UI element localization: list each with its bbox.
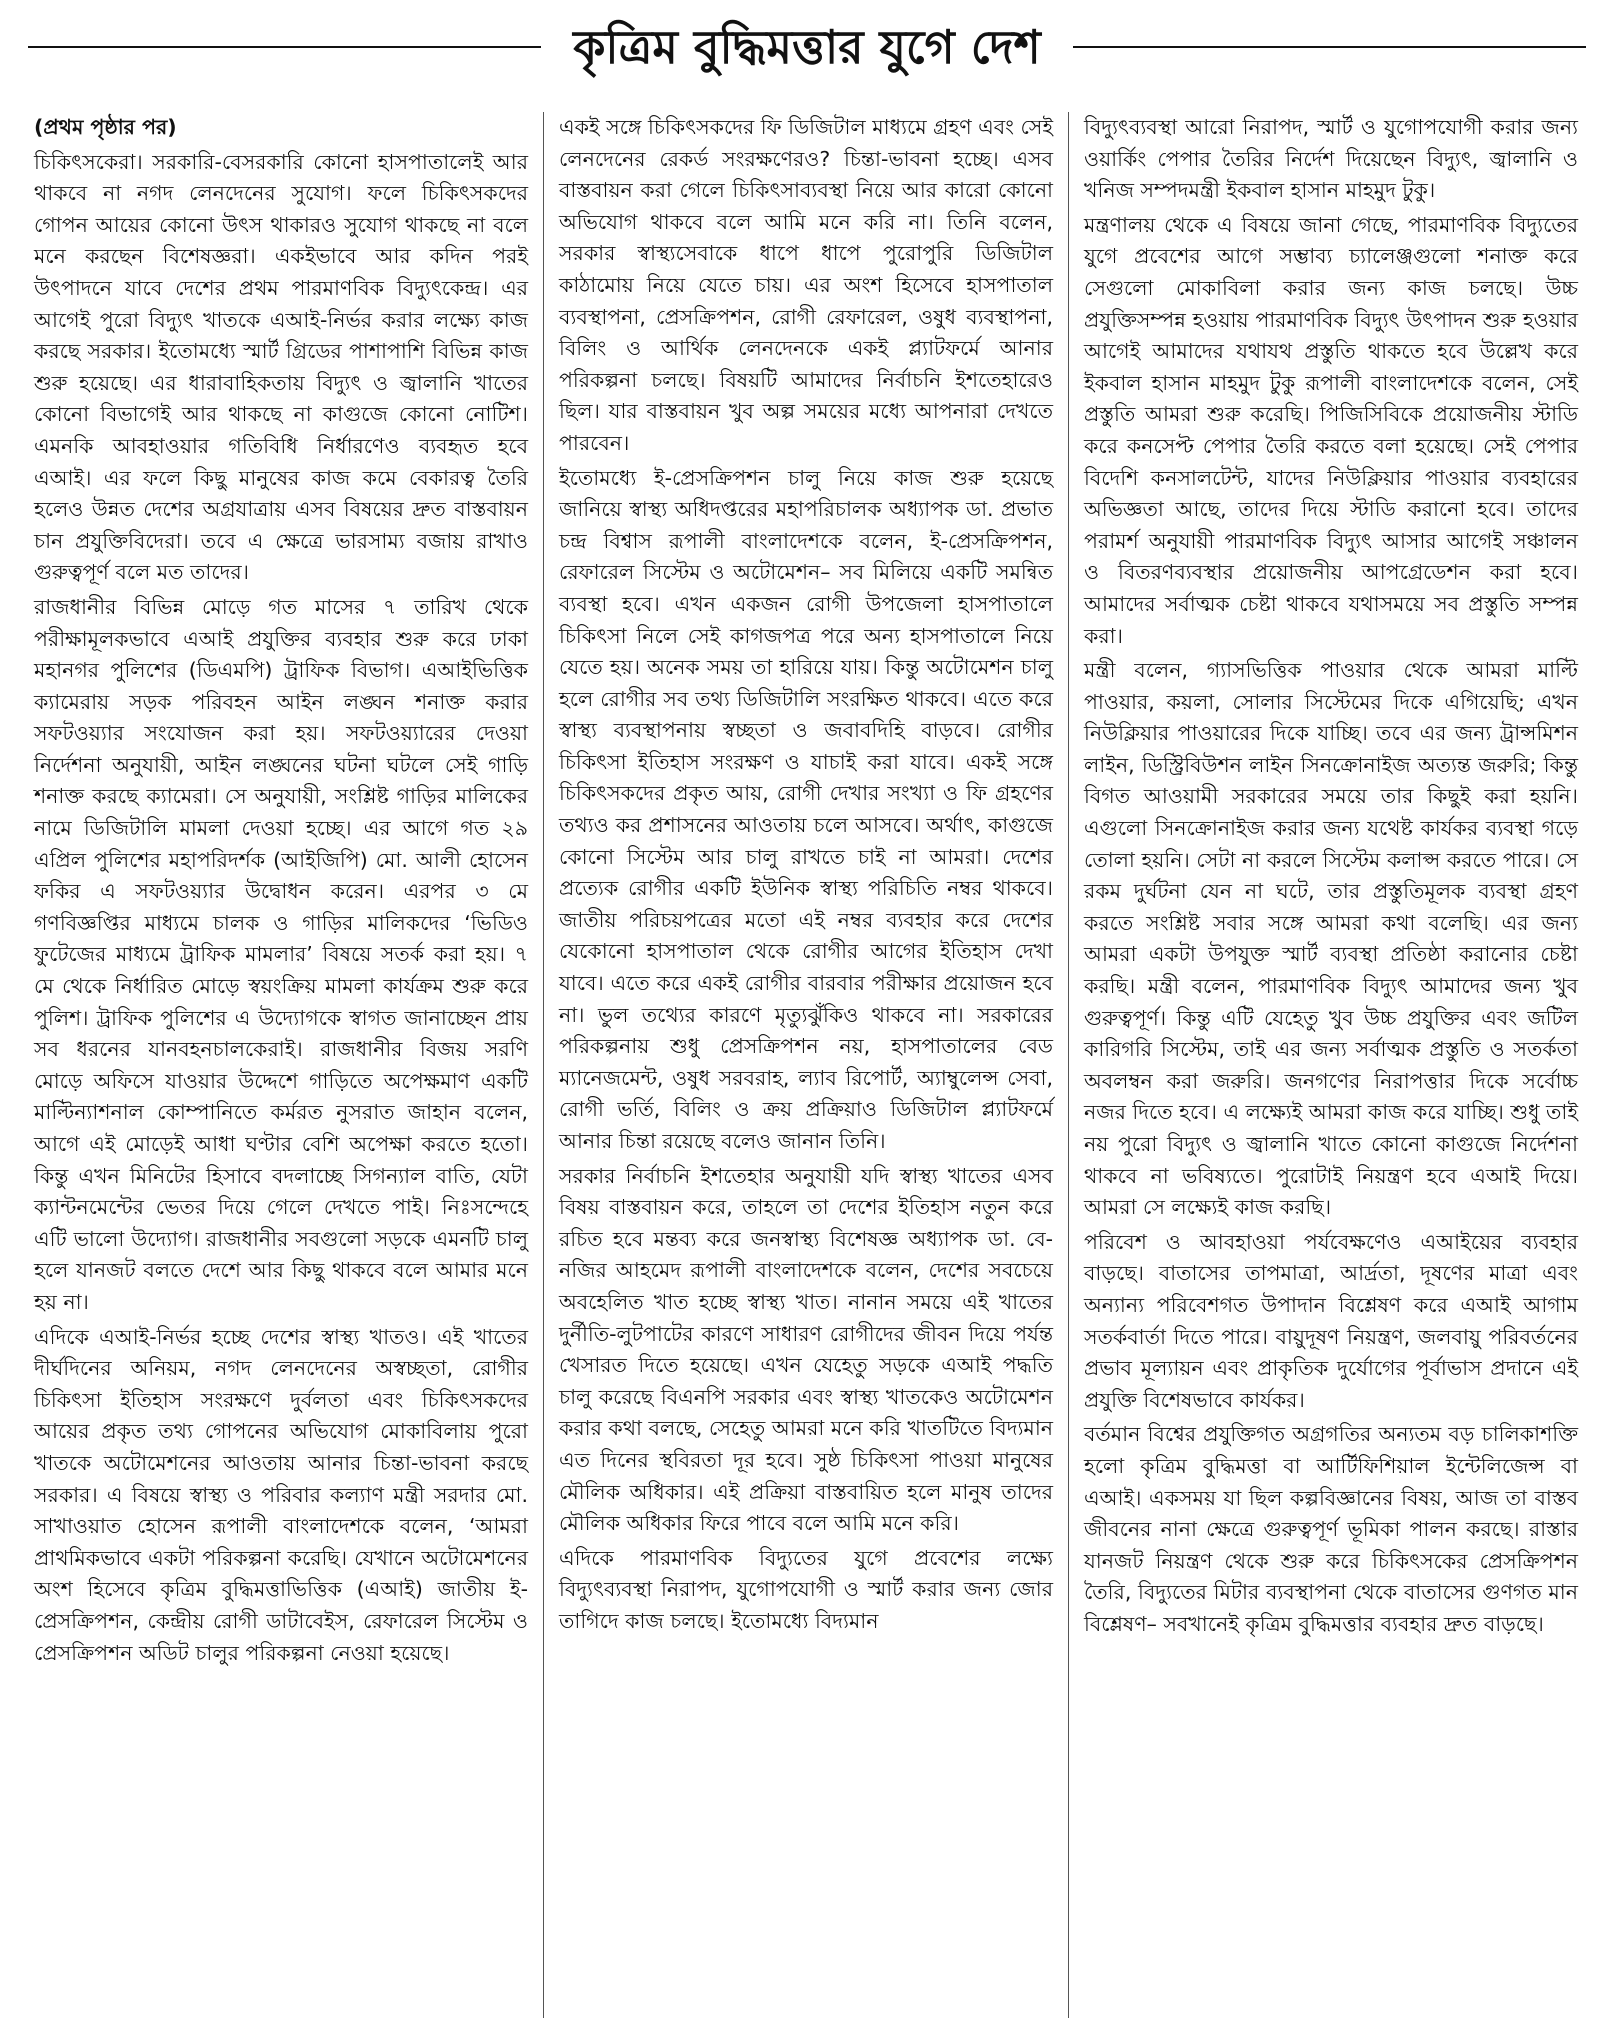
column-divider xyxy=(1068,112,1069,2018)
article-paragraph: একই সঙ্গে চিকিৎসকদের ফি ডিজিটাল মাধ্যমে গ্রহণ এবং সেই লেনদেনের রেকর্ড সংরক্ষণেরও? চিন্তা-ভাবনা হচ্ছে। এসব বাস্তবায়ন করা গেলে চিকিৎসাব্যবস্থা নিয়ে আর কারো কোনো অভিযোগ থাকবে বলে আমি মনে করি না। তিনি বলেন, সরকার স্বাস্থ্যসেবাকে ধাপে ধাপে পুরোপুরি ডিজিটাল কাঠামোয় নিয়ে যেতে চায়। এর অংশ হিসেবে হাসপাতাল ব্যবস্থাপনা, প্রেসক্রিপশন, রোগী রেফারেল, ওষুধ ব্যবস্থাপনা, বিলিং ও আর্থিক লেনদেনকে একই প্ল্যাটফর্মে আনার পরিকল্পনা চলছে। বিষয়টি আমাদের নির্বাচনি ইশতেহারেও ছিল। যার বাস্তবায়ন খুব অল্প সময়ের মধ্যে আপনারা দেখতে পারবেন। xyxy=(559,115,1054,455)
article-column-2 xyxy=(551,112,1061,2018)
article-column-3 xyxy=(1076,112,1586,2018)
article-paragraph: এদিকে পারমাণবিক বিদ্যুতের যুগে প্রবেশের লক্ষ্যে বিদ্যুৎব্যবস্থা নিরাপদ, যুগোপযোগী ও স্মার্ট করার জন্য জোর তাগিদে কাজ চলছে। ইতোমধ্যে বিদ্যমান xyxy=(559,1545,1053,1633)
article-paragraph: পরিবেশ ও আবহাওয়া পর্যবেক্ষণেও এআইয়ের ব্যবহার বাড়ছে। বাতাসের তাপমাত্রা, আর্দ্রতা, দূষণের মাত্রা এবং অন্যান্য পরিবেশগত উপাদান বিশ্লেষণ করে এআই আগাম সতর্কবার্তা দিতে পারে। বায়ুদূষণ নিয়ন্ত্রণ, জলবায়ু পরিবর্তনের প্রভাব মূল্যায়ন এবং প্রাকৃতিক দুর্যোগের পূর্বাভাস প্রদানে এই প্রযুক্তি বিশেষভাবে কার্যকর। xyxy=(1084,1229,1578,1412)
article-paragraph: চিকিৎসকেরা। সরকারি-বেসরকারি কোনো হাসপাতালেই আর থাকবে না নগদ লেনদেনের সুযোগ। ফলে চিকিৎসকদের গোপন আয়ের কোনো উৎস থাকারও সুযোগ থাকছে না বলে মনে করছেন বিশেষজ্ঞরা। একইভাবে আর কদিন পরই উৎপাদনে যাবে দেশের প্রথম পারমাণবিক বিদ্যুৎকেন্দ্র। এর আগেই পুরো বিদ্যুৎ খাতকে এআই-নির্ভর করার লক্ষ্যে কাজ করছে সরকার। ইতোমধ্যে স্মার্ট গ্রিডের পাশাপাশি বিভিন্ন কাজ শুরু হয়েছে। এর ধারাবাহিকতায় বিদ্যুৎ ও জ্বালানি খাতের কোনো বিভাগেই আর থাকছে না কাগুজে কোনো নোটিশ। এমনকি আবহাওয়ার গতিবিধি নির্ধারণেও ব্যবহৃত হবে এআই। এর ফলে কিছু মানুষের কাজ কমে বেকারত্ব তৈরি হলেও উন্নত দেশের অগ্রযাত্রায় এসব বিষয়ের দ্রুত বাস্তবায়ন চান প্রযুক্তিবিদেরা। তবে এ ক্ষেত্রে ভারসাম্য বজায় রাখাও গুরুত্বপূর্ণ বলে মত তাদের। xyxy=(34,149,528,585)
header-rule-right xyxy=(1073,46,1586,48)
continued-from-front-page: (প্রথম পৃষ্ঠার পর) xyxy=(34,115,177,139)
column-divider xyxy=(543,112,544,2018)
article-paragraph: বর্তমান বিশ্বের প্রযুক্তিগত অগ্রগতির অন্যতম বড় চালিকাশক্তি হলো কৃত্রিম বুদ্ধিমত্তা বা আর্টিফিশিয়াল ইন্টেলিজেন্স বা এআই। একসময় যা ছিল কল্পবিজ্ঞানের বিষয়, আজ তা বাস্তব জীবনের নানা ক্ষেত্রে গুরুত্বপূর্ণ ভূমিকা পালন করছে। রাস্তার যানজট নিয়ন্ত্রণ থেকে শুরু করে চিকিৎসকের প্রেসক্রিপশন তৈরি, বিদ্যুতের মিটার ব্যবস্থাপনা থেকে বাতাসের গুণগত মান বিশ্লেষণ– সবখানেই কৃত্রিম বুদ্ধিমত্তার ব্যবহার দ্রুত বাড়ছে। xyxy=(1084,1422,1578,1636)
article-paragraph: বিদ্যুৎব্যবস্থা আরো নিরাপদ, স্মার্ট ও যুগোপযোগী করার জন্য ওয়ার্কিং পেপার তৈরির নির্দেশ দিয়েছেন বিদ্যুৎ, জ্বালানি ও খনিজ সম্পদমন্ত্রী ইকবাল হাসান মাহমুদ টুকু। xyxy=(1084,115,1578,203)
article-paragraph: মন্ত্রী বলেন, গ্যাসভিত্তিক পাওয়ার থেকে আমরা মাল্টি পাওয়ার, কয়লা, সোলার সিস্টেমের দিকে এগিয়েছি; এখন নিউক্লিয়ার পাওয়ারের দিকে যাচ্ছি। তবে এর জন্য ট্রান্সমিশন লাইন, ডিস্ট্রিবিউশন লাইন সিনক্রোনাইজ অত্যন্ত জরুরি; কিন্তু বিগত আওয়ামী সরকারের সময়ে তার কিছুই করা হয়নি। এগুলো সিনক্রোনাইজ করার জন্য যথেষ্ট কার্যকর ব্যবস্থা গড়ে তোলা হয়নি। সেটা না করলে সিস্টেম কলাপ্স করতে পারে। সে রকম দুর্ঘটনা যেন না ঘটে, তার প্রস্তুতিমূলক ব্যবস্থা গ্রহণ করতে সংশ্লিষ্ট সবার সঙ্গে আমরা কথা বলেছি। এর জন্য আমরা একটা উপযুক্ত স্মার্ট ব্যবস্থা প্রতিষ্ঠা করানোর চেষ্টা করছি। মন্ত্রী বলেন, পারমাণবিক বিদ্যুৎ আমাদের জন্য খুব গুরুত্বপূর্ণ। কিন্তু এটি যেহেতু খুব উচ্চ প্রযুক্তির এবং জটিল কারিগরি সিস্টেম, তাই এর জন্য সর্বাত্মক প্রস্তুতি ও সতর্কতা অবলম্বন করা জরুরি। জনগণের নিরাপত্তার দিকে সর্বোচ্চ নজর দিতে হবে। এ লক্ষ্যেই আমরা কাজ করে যাচ্ছি। শুধু তাই নয় পুরো বিদ্যুৎ ও জ্বালানি খাতে কোনো কাগুজে নির্দেশনা থাকবে না ভবিষ্যতে। পুরোটাই নিয়ন্ত্রণ হবে এআই দিয়ে। আমরা সে লক্ষ্যেই কাজ করছি। xyxy=(1084,658,1578,1220)
article-columns xyxy=(26,112,1588,2018)
article-paragraph: ইতোমধ্যে ই-প্রেসক্রিপশন চালু নিয়ে কাজ শুরু হয়েছে জানিয়ে স্বাস্থ্য অধিদপ্তরের মহাপরিচালক অধ্যাপক ডা. প্রভাত চন্দ্র বিশ্বাস রূপালী বাংলাদেশকে বলেন, ই-প্রেসক্রিপশন, রেফারেল সিস্টেম ও অটোমেশন– সব মিলিয়ে একটি সমন্বিত ব্যবস্থা হবে। এখন একজন রোগী উপজেলা হাসপাতালে চিকিৎসা নিলে সেই কাগজপত্র পরে অন্য হাসপাতালে নিয়ে যেতে হয়। অনেক সময় তা হারিয়ে যায়। কিন্তু অটোমেশন চালু হলে রোগীর সব তথ্য ডিজিটালি সংরক্ষিত থাকবে। এতে করে স্বাস্থ্য ব্যবস্থাপনায় স্বচ্ছতা ও জবাবদিহি বাড়বে। রোগীর চিকিৎসা ইতিহাস সংরক্ষণ ও যাচাই করা যাবে। একই সঙ্গে চিকিৎসকদের প্রকৃত আয়, রোগী দেখার সংখ্যা ও ফি গ্রহণের তথ্যও কর প্রশাসনের আওতায় চলে আসবে। অর্থাৎ, কাগুজে কোনো সিস্টেম আর চালু রাখতে চাই না আমরা। দেশের প্রত্যেক রোগীর একটি ইউনিক স্বাস্থ্য পরিচিতি নম্বর থাকবে। জাতীয় পরিচয়পত্রের মতো এই নম্বর ব্যবহার করে দেশের যেকোনো হাসপাতাল থেকে রোগীর আগের ইতিহাস দেখা যাবে। এতে করে একই রোগীর বারবার পরীক্ষার প্রয়োজন হবে না। ভুল তথ্যের কারণে মৃত্যুঝুঁকিও থাকবে না। সরকারের পরিকল্পনায় শুধু প্রেসক্রিপশন নয়, হাসপাতালের বেড ম্যানেজমেন্ট, ওষুধ সরবরাহ, ল্যাব রিপোর্ট, অ্যাম্বুলেন্স সেবা, রোগী ভর্তি, বিলিং ও ক্রয় প্রক্রিয়াও ডিজিটাল প্ল্যাটফর্মে আনার চিন্তা রয়েছে বলেও জানান তিনি। xyxy=(559,465,1053,1153)
article-paragraph: এদিকে এআই-নির্ভর হচ্ছে দেশের স্বাস্থ্য খাতও। এই খাতের দীর্ঘদিনের অনিয়ম, নগদ লেনদেনের অস্বচ্ছতা, রোগীর চিকিৎসা ইতিহাস সংরক্ষণে দুর্বলতা এবং চিকিৎসকদের আয়ের প্রকৃত তথ্য গোপনের অভিযোগ মোকাবিলায় পুরো খাতকে অটোমেশনের আওতায় আনার চিন্তা-ভাবনা করছে সরকার। এ বিষয়ে স্বাস্থ্য ও পরিবার কল্যাণ মন্ত্রী সরদার মো. সাখাওয়াত হোসেন রূপালী বাংলাদেশকে বলেন, ‘আমরা প্রাথমিকভাবে একটা পরিকল্পনা করেছি। যেখানে অটোমেশনের অংশ হিসেবে কৃত্রিম বুদ্ধিমত্তাভিত্তিক (এআই) জাতীয় ই-প্রেসক্রিপশন, কেন্দ্রীয় রোগী ডাটাবেইস, রেফারেল সিস্টেম ও প্রেসক্রিপশন অডিট চালুর পরিকল্পনা নেওয়া হয়েছে। xyxy=(34,1324,528,1665)
article-paragraph: মন্ত্রণালয় থেকে এ বিষয়ে জানা গেছে, পারমাণবিক বিদ্যুতের যুগে প্রবেশের আগে সম্ভাব্য চ্যালেঞ্জগুলো শনাক্ত করে সেগুলো মোকাবিলা করার জন্য কাজ চলছে। উচ্চ প্রযুক্তিসম্পন্ন হওয়ায় পারমাণবিক বিদ্যুৎ উৎপাদন শুরু হওয়ার আগেই আমাদের যথাযথ প্রস্তুতি থাকতে হবে উল্লেখ করে ইকবাল হাসান মাহমুদ টুকু রূপালী বাংলাদেশকে বলেন, সেই প্রস্তুতি আমরা শুরু করেছি। পিজিসিবিকে প্রয়োজনীয় স্টাডি করে কনসেপ্ট পেপার তৈরি করতে বলা হয়েছে। সেই পেপার বিদেশি কনসালটেন্ট, যাদের নিউক্লিয়ার পাওয়ার ব্যবহারের অভিজ্ঞতা আছে, তাদের দিয়ে স্টাডি করানো হবে। তাদের পরামর্শ অনুযায়ী পারমাণবিক বিদ্যুৎ আসার আগেই সঞ্চালন ও বিতরণব্যবস্থার প্রয়োজনীয় আপগ্রেডেশন করা হবে। আমাদের সর্বাত্মক চেষ্টা থাকবে যথাসময়ে সব প্রস্তুতি সম্পন্ন করা। xyxy=(1084,212,1578,648)
article-paragraph: সরকার নির্বাচনি ইশতেহার অনুযায়ী যদি স্বাস্থ্য খাতের এসব বিষয় বাস্তবায়ন করে, তাহলে তা দেশের ইতিহাস নতুন করে রচিত হবে মন্তব্য করে জনস্বাস্থ্য বিশেষজ্ঞ অধ্যাপক ডা. বে-নজির আহমেদ রূপালী বাংলাদেশকে বলেন, দেশের সবচেয়ে অবহেলিত খাত হচ্ছে স্বাস্থ্য খাত। নানান সময়ে এই খাতের দুর্নীতি-লুটপাটের কারণে সাধারণ রোগীদের জীবন দিয়ে পর্যন্ত খেসারত দিতে হয়েছে। এখন যেহেতু সড়কে এআই পদ্ধতি চালু করেছে বিএনপি সরকার এবং স্বাস্থ্য খাতকেও অটোমেশন করার কথা বলছে, সেহেতু আমরা মনে করি খাতটিতে বিদ্যমান এত দিনের স্থবিরতা দূর হবে। সুষ্ঠ চিকিৎসা পাওয়া মানুষের মৌলিক অধিকার। এই প্রক্রিয়া বাস্তবায়িত হলে মানুষ তাদের মৌলিক অধিকার ফিরে পাবে বলে আমি মনে করি। xyxy=(559,1163,1053,1536)
header-rule-left xyxy=(28,46,541,48)
article-column-1 xyxy=(26,112,536,2018)
article-paragraph: রাজধানীর বিভিন্ন মোড়ে গত মাসের ৭ তারিখ থেকে পরীক্ষামূলকভাবে এআই প্রযুক্তির ব্যবহার শুরু করে ঢাকা মহানগর পুলিশের (ডিএমপি) ট্রাফিক বিভাগ। এআইভিত্তিক ক্যামেরায় সড়ক পরিবহন আইন লঙ্ঘন শনাক্ত করার সফটওয়্যার সংযোজন করা হয়। সফটওয়্যারের দেওয়া নির্দেশনা অনুযায়ী, আইন লঙ্ঘনের ঘটনা ঘটলে সেই গাড়ি শনাক্ত করছে ক্যামেরা। সে অনুযায়ী, সংশ্লিষ্ট গাড়ির মালিকের নামে ডিজিটালি মামলা দেওয়া হচ্ছে। এর আগে গত ২৯ এপ্রিল পুলিশের মহাপরিদর্শক (আইজিপি) মো. আলী হোসেন ফকির এ সফটওয়্যার উদ্বোধন করেন। এরপর ৩ মে গণবিজ্ঞপ্তির মাধ্যমে চালক ও গাড়ির মালিকদের ‘ভিডিও ফুটেজের মাধ্যমে ট্রাফিক মামলার’ বিষয়ে সতর্ক করা হয়। ৭ মে থেকে নির্ধারিত মোড়ে স্বয়ংক্রিয় মামলা কার্যক্রম শুরু করে পুলিশ। ট্রাফিক পুলিশের এ উদ্যোগকে স্বাগত জানাচ্ছেন প্রায় সব ধরনের যানবহনচালকেরাই। রাজধানীর বিজয় সরণি মোড়ে অফিসে যাওয়ার উদ্দেশে গাড়িতে অপেক্ষমাণ একটি মাল্টিন্যাশনাল কোম্পানিতে কর্মরত নুসরাত জাহান বলেন, আগে এই মোড়েই আধা ঘণ্টার বেশি অপেক্ষা করতে হতো। কিন্তু এখন মিনিটের হিসাবে বদলাচ্ছে সিগন্যাল বাতি, যেটা ক্যান্টনমেন্টের ভেতর দিয়ে গেলে দেখতে পাই। নিঃসন্দেহে এটি ভালো উদ্যোগ। রাজধানীর সবগুলো সড়কে এমনটি চালু হলে যানজট বলতে দেশে আর কিছু থাকবে বলে আমার মনে হয় না। xyxy=(34,594,528,1314)
page-header xyxy=(28,14,1586,80)
page-title: কৃত্রিম বুদ্ধিমত্তার যুগে দেশ xyxy=(573,20,1041,74)
